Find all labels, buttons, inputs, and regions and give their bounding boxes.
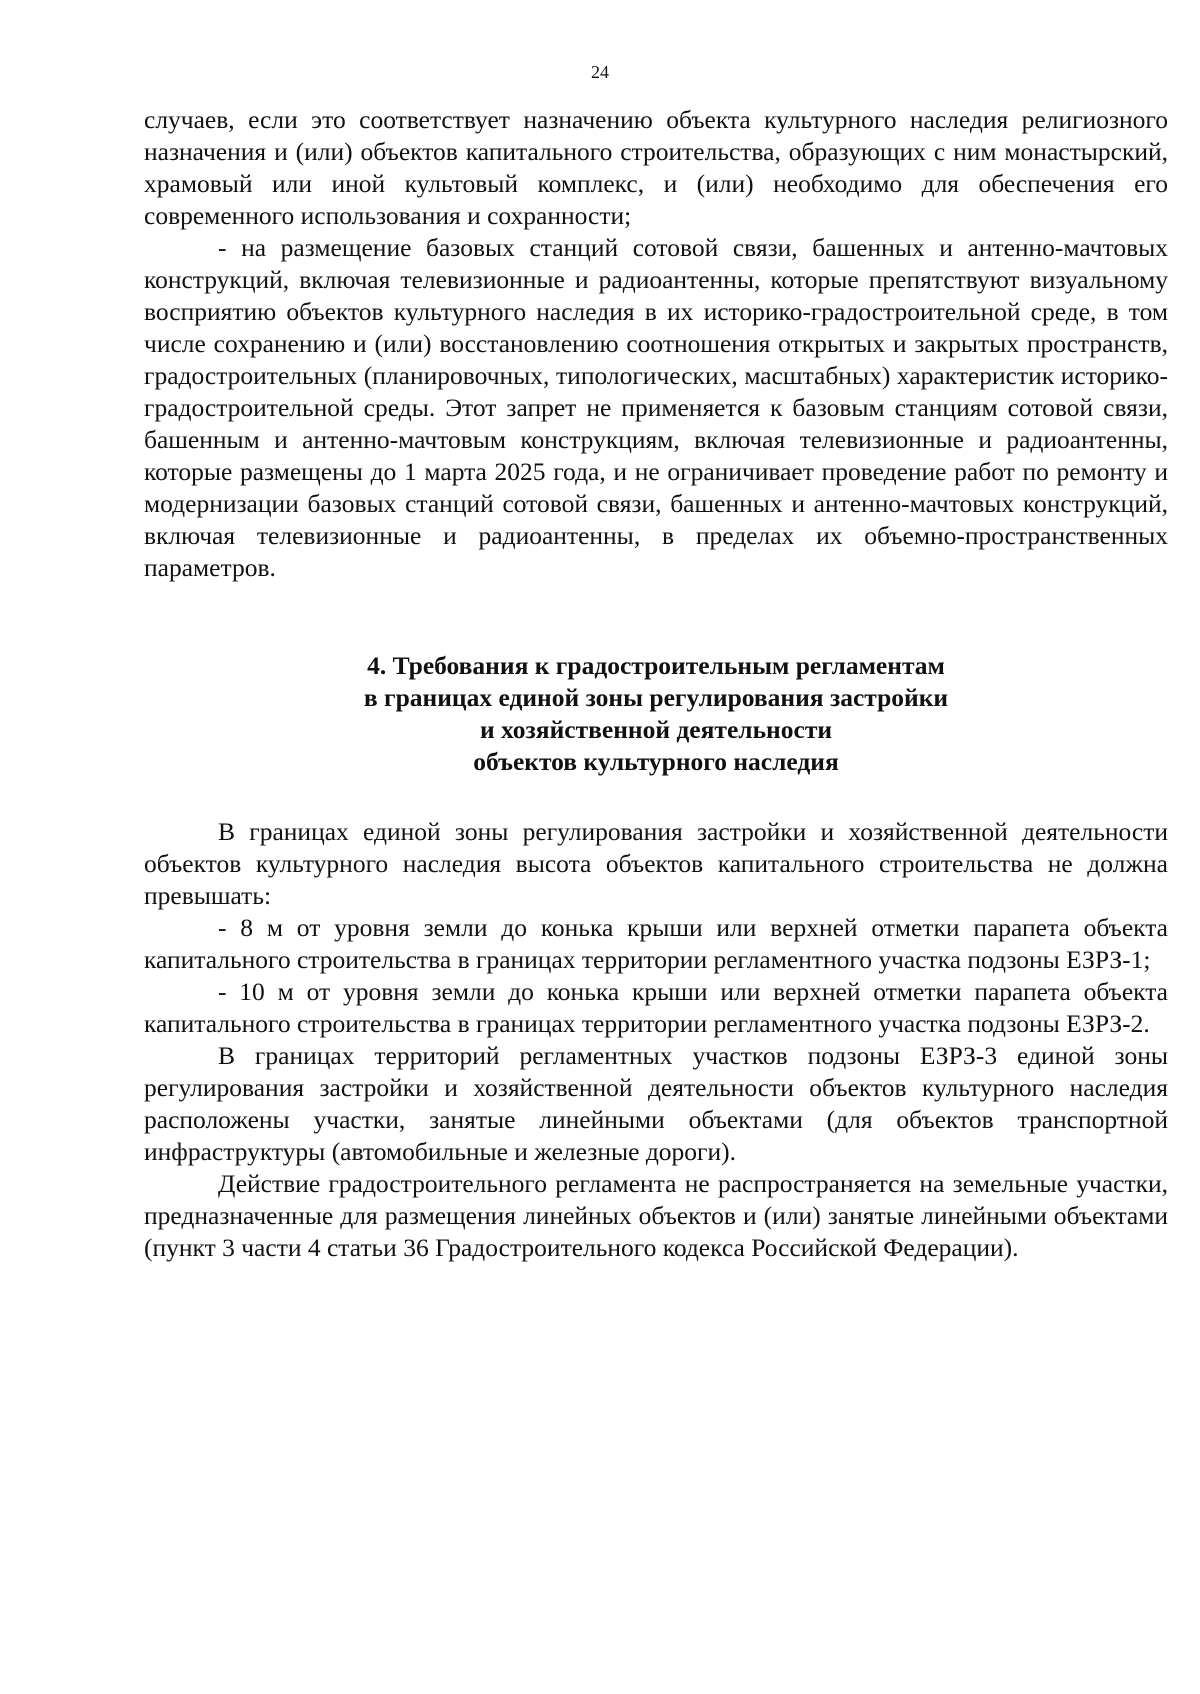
section-continuation-text [144,104,1168,584]
page-number: 24 [591,62,609,82]
paragraph: Действие градостроительного регламента не распространяется на земельные участки, предназначенные для размещения линейных объектов и (или) занятые линейными объектами (пункт 3 части 4 статьи 36 Градостроительного кодекса Российской Федерации). [144,1169,1168,1262]
paragraph: - 8 м от уровня земли до конька крыши или верхней отметки парапета объекта капитального строительства в границах территории регламентного участка подзоны ЕЗРЗ-1; [144,913,1168,974]
paragraph: В границах территорий регламентных участков подзоны ЕЗРЗ-3 единой зоны регулирования застройки и хозяйственной деятельности объектов культурного наследия расположены участки, занятые линейными объектами (для объектов транспортной инфраструктуры (автомобильные и железные дороги). [144,1041,1168,1166]
section-4-text [144,816,1168,1264]
paragraph: - на размещение базовых станций сотовой связи, башенных и антенно-мачтовых конструкций, включая телевизионные и радиоантенны, которые препятствуют визуальному восприятию объектов культурного наследия в их историко-градостроительной среде, в том числе сохранению и (или) восстановлению соотношения открытых и закрытых пространств, градостроительных (планировочных, типологических, масштабных) характеристик историко-градостроительной среды. Этот запрет не применяется к базовым станциям сотовой связи, башенным и антенно-мачтовым конструкциям, включая телевизионные и радиоантенны, которые размещены до 1 марта 2025 года, и не ограничивает проведение работ по ремонту и модернизации базовых станций сотовой связи, башенных и антенно-мачтовых конструкций, включая телевизионные и радиоантенны, в пределах их объемно-пространственных параметров. [144,233,1168,582]
section-heading [144,650,1168,778]
section-heading-line: 4. Требования к градостроительным регламентам [367,651,945,680]
paragraph: - 10 м от уровня земли до конька крыши или верхней отметки парапета объекта капитального строительства в границах территории регламентного участка подзоны ЕЗРЗ-2. [144,977,1168,1038]
section-heading-line: в границах единой зоны регулирования застройки [363,683,949,712]
section-heading-line: и хозяйственной деятельности [479,715,833,744]
paragraph: В границах единой зоны регулирования застройки и хозяйственной деятельности объектов культурного наследия высота объектов капитального строительства не должна превышать: [144,817,1168,910]
section-heading-line: объектов культурного наследия [473,747,839,776]
paragraph: случаев, если это соответствует назначению объекта культурного наследия религиозного назначения и (или) объектов капитального строительства, образующих с ним монастырский, храмовый или иной культовый комплекс, и (или) необходимо для обеспечения его современного использования и сохранности; [144,105,1168,230]
